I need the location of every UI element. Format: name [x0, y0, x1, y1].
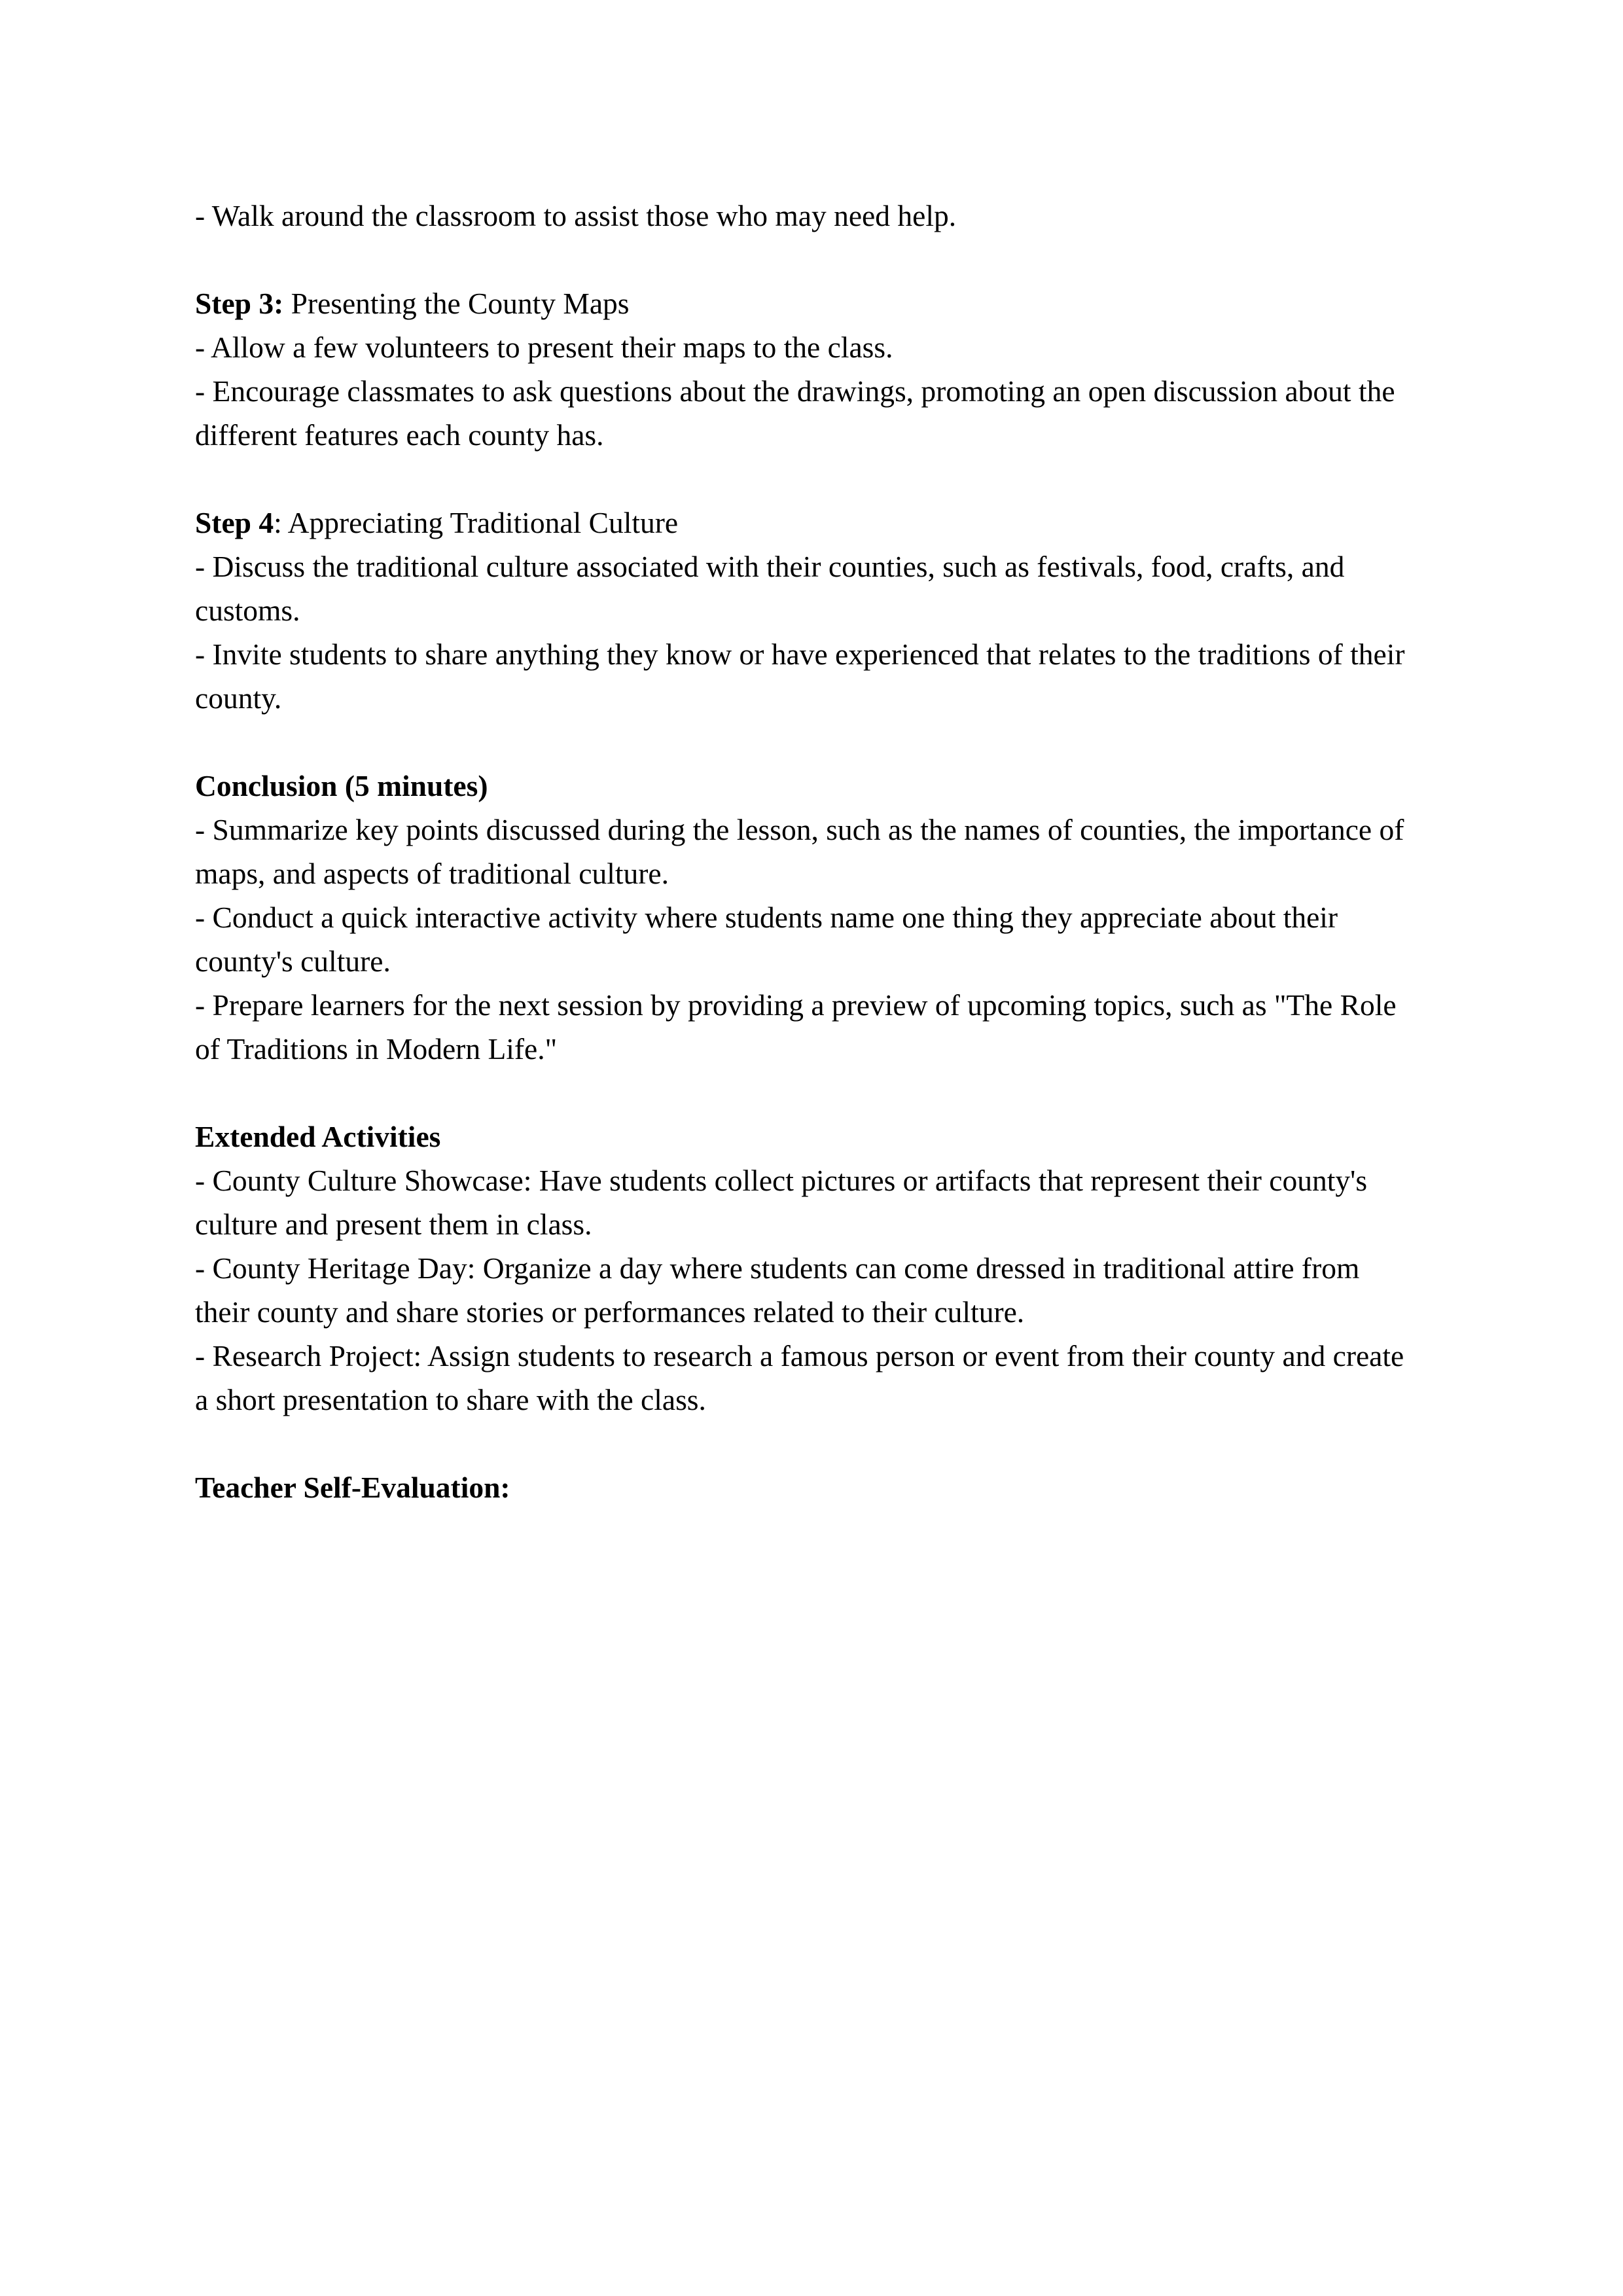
- paragraph: - Conduct a quick interactive activity where students name one thing they appreciate about their county's culture.: [195, 901, 1338, 978]
- section-heading: [195, 1115, 1415, 1158]
- paragraph: - Allow a few volunteers to present their maps to the class.: [195, 331, 893, 364]
- section-heading-label: Teacher Self-Evaluation:: [195, 1471, 510, 1504]
- section-extended-activities: [195, 1115, 1415, 1422]
- paragraph: - Summarize key points discussed during the lesson, such as the names of counties, the importance of maps, and aspects of traditional culture.: [195, 813, 1404, 890]
- paragraph: - County Culture Showcase: Have students collect pictures or artifacts that represent their county's culture and present them in class.: [195, 1164, 1368, 1241]
- section-heading-rest: : Appreciating Traditional Culture: [274, 506, 679, 539]
- section-heading: [195, 764, 1415, 808]
- paragraph: - Research Project: Assign students to research a famous person or event from their county and create a short presentation to share with the class.: [195, 1339, 1404, 1416]
- section-heading: [195, 1465, 1415, 1509]
- section-heading: [195, 281, 1415, 325]
- section-heading-label: Step 4: [195, 506, 274, 539]
- paragraph: - Discuss the traditional culture associated with their counties, such as festivals, food, crafts, and customs.: [195, 550, 1345, 627]
- section-step-3: [195, 281, 1415, 457]
- paragraph: - County Heritage Day: Organize a day where students can come dressed in traditional attire from their county and share stories or performances related to their culture.: [195, 1251, 1360, 1329]
- section-heading-label: Extended Activities: [195, 1120, 441, 1153]
- paragraph: - Prepare learners for the next session by providing a preview of upcoming topics, such as "The Role of Traditions in Modern Life.": [195, 988, 1397, 1066]
- paragraph: - Encourage classmates to ask questions about the drawings, promoting an open discussion about the different features each county has.: [195, 374, 1395, 452]
- document-body: [195, 194, 1415, 1509]
- section-heading-label: Conclusion (5 minutes): [195, 769, 488, 802]
- paragraph: - Invite students to share anything they know or have experienced that relates to the traditions of their county.: [195, 637, 1405, 715]
- text-block-walk-around: [195, 194, 1415, 238]
- section-step-4: [195, 501, 1415, 720]
- section-heading: [195, 501, 1415, 545]
- section-heading-label: Step 3:: [195, 287, 284, 320]
- section-heading-rest: Presenting the County Maps: [283, 287, 630, 320]
- paragraph: - Walk around the classroom to assist those who may need help.: [195, 199, 957, 232]
- section-teacher-self-evaluation: [195, 1465, 1415, 1509]
- section-conclusion: [195, 764, 1415, 1071]
